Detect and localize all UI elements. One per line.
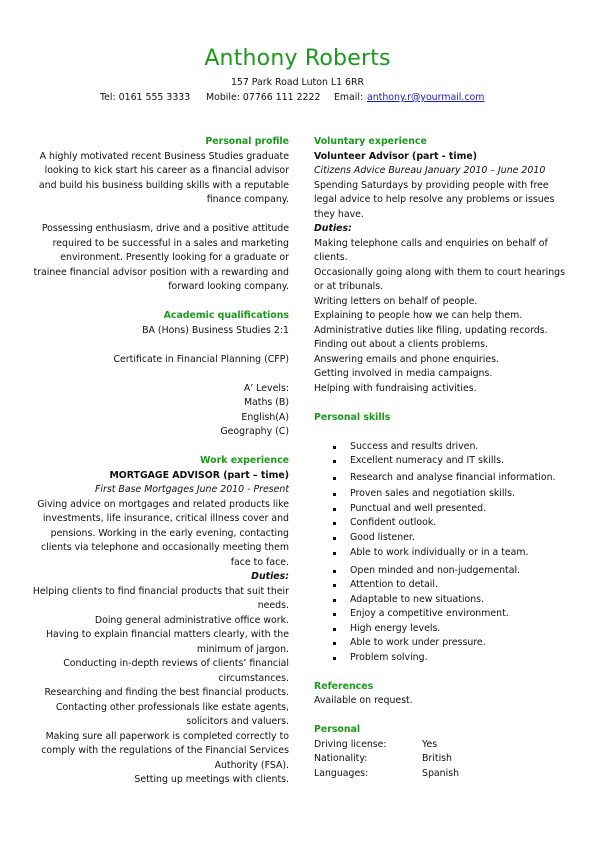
skill-item: Proven sales and negotiation skills. <box>314 487 574 502</box>
duties-label: Duties: <box>314 223 352 234</box>
duty-line: Occasionally going along with them to court hearings <box>314 266 565 278</box>
skill-item: Attention to detail. <box>314 578 574 593</box>
skill-item: Excellent numeracy and IT skills. <box>314 454 574 469</box>
a-level-item: Geography (C) <box>220 426 289 437</box>
text-line: looking to kick start his career as a financial advisor <box>44 165 289 176</box>
text-line: forward looking company. <box>168 281 289 292</box>
a-level-item: English(A) <box>241 411 289 423</box>
academic-heading: Academic qualifications <box>163 310 289 321</box>
degree: BA (Hons) Business Studies 2:1 <box>142 324 289 336</box>
text-line: clients via telephone and occasionally meeting them <box>40 542 289 553</box>
personal-value: Spanish <box>422 767 460 779</box>
volunteer-employer: Citizens Advice Bureau January 2010 – June 2010 <box>314 165 546 176</box>
address: 157 Park Road Luton L1 6RR <box>230 77 365 88</box>
duty-line: clients. <box>314 252 348 263</box>
text-line: required to be successful in a sales and marketing <box>52 237 289 249</box>
text-line: legal advice to help resolve any problems or issues <box>314 194 555 205</box>
employer: First Base Mortgages June 2010 - Present <box>95 484 289 495</box>
duty-line: Having to explain financial matters clearly, with the <box>45 629 289 640</box>
text-line: A highly motivated recent Business Studies graduate <box>39 150 289 162</box>
email-link[interactable]: anthony.r@yourmail.com <box>367 92 485 103</box>
text-line: they have. <box>314 208 364 220</box>
text-line: and build his business building skills with a reputable <box>38 179 289 191</box>
duty-line: Getting involved in media campaigns. <box>314 368 493 379</box>
email-label: Email: <box>334 92 364 103</box>
duty-line: circumstances. <box>218 672 289 684</box>
volunteer-title: Volunteer Advisor (part - time) <box>314 150 477 162</box>
personal-value: British <box>422 753 452 764</box>
duty-line: Writing letters on behalf of people. <box>314 295 478 307</box>
skill-item: Problem solving. <box>314 651 574 666</box>
job-title: MORTGAGE ADVISOR (part – time) <box>109 469 289 481</box>
text-line: investments, life insurance, critical illness cover and <box>42 513 289 524</box>
right-column <box>314 135 574 781</box>
references-text: Available on request. <box>314 695 413 706</box>
duty-line: or at tribunals. <box>314 281 384 292</box>
duty-line: Conducting in-depth reviews of clients’ financial <box>63 658 289 669</box>
skill-item: Able to work individually or in a team. <box>314 546 574 561</box>
profile-paragraph-2 <box>30 222 289 295</box>
a-level-item: Maths (B) <box>243 397 289 408</box>
skill-item: Able to work under pressure. <box>314 636 574 651</box>
references-heading: References <box>314 680 374 692</box>
duty-line: comply with the regulations of the Financial Services <box>41 745 289 756</box>
duty-line: Helping with fundraising activities. <box>314 382 477 394</box>
duty-line: Contacting other professionals like estate agents, <box>55 701 289 713</box>
duty-line: minimum of jargon. <box>196 643 289 655</box>
skills-list <box>314 440 574 666</box>
candidate-name: Anthony Roberts <box>204 46 391 71</box>
text-line: Spending Saturdays by providing people with free <box>314 179 549 191</box>
duty-line: Setting up meetings with clients. <box>134 774 289 785</box>
personal-key: Driving license: <box>314 738 387 750</box>
skill-item: High energy levels. <box>314 622 574 637</box>
text-line: Possessing enthusiasm, drive and a positive attitude <box>41 223 289 234</box>
telephone: Tel: 0161 555 3333 <box>100 92 191 103</box>
text-line: face to face. <box>230 556 289 568</box>
text-line: Giving advice on mortgages and related products like <box>37 498 289 510</box>
duty-line: Doing general administrative office work. <box>94 614 289 626</box>
profile-paragraph-1 <box>30 150 289 208</box>
skill-item: Success and results driven. <box>314 440 574 455</box>
duty-line: needs. <box>257 600 289 611</box>
personal-key: Languages: <box>314 767 369 779</box>
duty-line: Authority (FSA). <box>214 759 289 771</box>
a-levels-label: A’ Levels: <box>243 382 289 394</box>
personal-profile-heading: Personal profile <box>205 136 289 147</box>
skill-item: Research and analyse financial information. <box>314 471 574 486</box>
duty-line: Making sure all paperwork is completed correctly to <box>45 730 289 742</box>
skill-item: Punctual and well presented. <box>314 502 574 517</box>
skill-item: Enjoy a competitive environment. <box>314 607 574 622</box>
personal-row <box>314 738 574 753</box>
text-line: trainee financial advisor position with a rewarding and <box>33 266 289 278</box>
duty-line: solicitors and valuers. <box>186 716 289 727</box>
voluntary-experience-heading: Voluntary experience <box>314 136 427 147</box>
mobile: Mobile: 07766 111 2222 <box>206 92 321 103</box>
duty-line: Answering emails and phone enquiries. <box>314 353 499 365</box>
duties-label: Duties: <box>251 571 289 582</box>
duty-line: Making telephone calls and enquiries on behalf of <box>314 237 548 249</box>
duty-line: Helping clients to find financial products that suit their <box>32 585 289 597</box>
duty-line: Researching and finding the best financial products. <box>44 687 289 698</box>
skill-item: Adaptable to new situations. <box>314 593 574 608</box>
duty-line: Administrative duties like filing, updating records. <box>314 324 548 336</box>
personal-heading: Personal <box>314 724 361 735</box>
duty-line: Finding out about a clients problems. <box>314 339 489 350</box>
duty-line: Explaining to people how we can help them. <box>314 310 523 321</box>
work-experience-heading: Work experience <box>200 455 289 466</box>
personal-skills-heading: Personal skills <box>314 411 391 423</box>
text-line: pensions. Working in the early evening, contacting <box>50 527 289 539</box>
personal-row <box>314 752 574 767</box>
skill-item: Confident outlook. <box>314 516 574 531</box>
left-column <box>30 135 289 788</box>
personal-value: Yes <box>422 738 438 750</box>
skill-item: Open minded and non-judgemental. <box>314 564 574 579</box>
personal-row <box>314 767 574 782</box>
text-line: environment. Presently looking for a graduate or <box>60 252 289 263</box>
text-line: finance company. <box>206 194 289 205</box>
personal-key: Nationality: <box>314 753 368 764</box>
certificate: Certificate in Financial Planning (CFP) <box>113 353 289 365</box>
skill-item: Good listener. <box>314 531 574 546</box>
